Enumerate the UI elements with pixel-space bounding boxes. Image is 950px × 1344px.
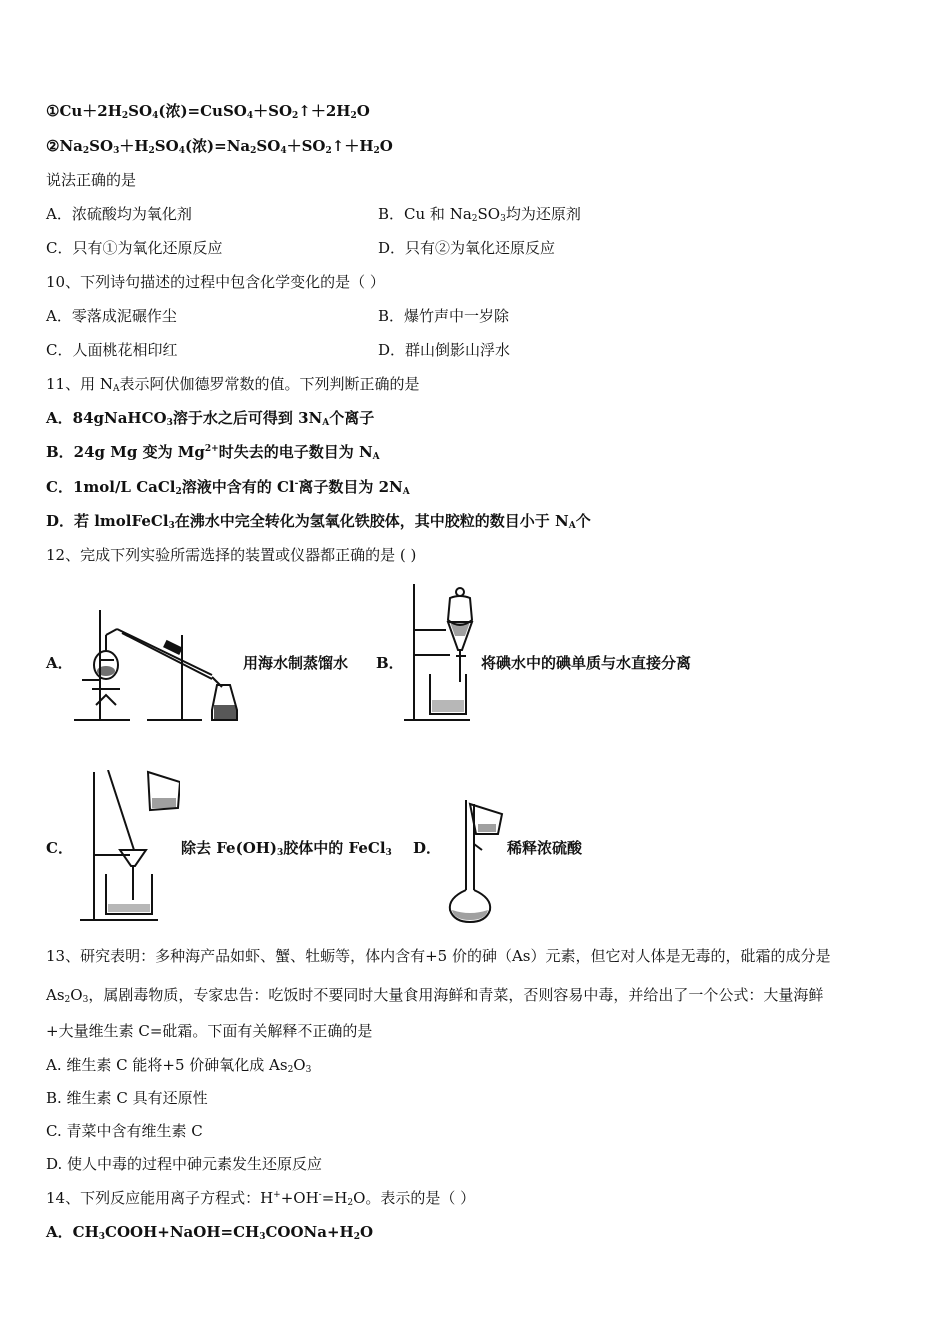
q11-option-c: C．1mol/L CaCl$_2$溶液中含有的 Cl-离子数目为 $2N_A$ <box>46 478 410 497</box>
q11-option-a: A．84gNaHCO$_3$溶于水之后可得到 $3N_A$个离子 <box>46 409 375 428</box>
q13-stem-line-1: 13、研究表明：多种海产品如虾、蟹、牡蛎等，体内含有+5 价的砷（As）元素，但它对人体是无毒的，砒霜的成分是 <box>46 947 831 965</box>
q9-stem: 说法正确的是 <box>46 171 137 189</box>
q10-option-b: B．爆竹声中一岁除 <box>378 307 510 325</box>
q12-b-letter: B． <box>376 654 404 672</box>
reaction-1: $①Cu+2H_2SO_4$(浓)$=CuSO_4+SO_2↑+2H_2O$ <box>46 102 370 121</box>
q11-stem: 11、用 $N_A$表示阿伏伽德罗常数的值。下列判断正确的是 <box>46 375 420 394</box>
q13-option-b: B. 维生素 C 具有还原性 <box>46 1089 208 1107</box>
q12-c-letter: C． <box>46 839 73 857</box>
q13-stem-line-3: +大量维生素 C=砒霜。下面有关解释不正确的是 <box>46 1022 373 1040</box>
q12-a-letter: A． <box>46 654 73 672</box>
filtration-apparatus-figure <box>78 770 180 925</box>
q10-stem: 10、下列诗句描述的过程中包含化学变化的是（ ） <box>46 273 385 291</box>
q11-option-b: B．24g Mg 变为 $Mg^{2+}$时失去的电子数目为 $N_A$ <box>46 443 380 462</box>
reaction-2: $②Na_2SO_3+H_2SO_4$(浓)$=Na_2SO_4+SO_2↑+H_2O$ <box>46 137 393 156</box>
q13-stem-line-2: $As_2O_3$，属剧毒物质，专家忠告：吃饭时不要同时大量食用海鲜和青菜，否则容易中毒，并给出了一个公式：大量海鲜 <box>46 986 824 1005</box>
q12-c-text: 除去 $Fe(OH)_3$胶体中的 FeCl$_3$ <box>181 839 392 858</box>
q9-option-d: D．只有②为氧化还原反应 <box>378 239 556 257</box>
q14-stem: 14、下列反应能用离子方程式：$H^++OH^-=H_2O$。表示的是（ ） <box>46 1189 476 1208</box>
q11-option-d: D．若 lmolFeCl$_3$在沸水中完全转化为氢氧化铁胶体，其中胶粒的数目小于 $N_A$个 <box>46 512 591 531</box>
volumetric-flask-figure <box>440 794 506 926</box>
q12-d-text: 稀释浓硫酸 <box>507 839 583 857</box>
q12-b-text: 将碘水中的碘单质与水直接分离 <box>481 654 692 672</box>
q9-option-c: C．只有①为氧化还原反应 <box>46 239 223 257</box>
q12-stem: 12、完成下列实验所需选择的装置或仪器都正确的是 ( ) <box>46 546 417 564</box>
separatory-funnel-figure <box>402 582 478 724</box>
distillation-apparatus-figure <box>72 605 240 725</box>
q10-option-a: A．零落成泥碾作尘 <box>46 307 177 325</box>
q10-option-c: C．人面桃花相印红 <box>46 341 178 359</box>
q12-d-letter: D． <box>413 839 442 857</box>
q12-a-text: 用海水制蒸馏水 <box>243 654 349 672</box>
q9-option-b: B．Cu 和 $Na_2SO_3$均为还原剂 <box>378 205 581 224</box>
q14-option-a: A．$CH_3COOH+NaOH=CH_3COONa+H_2O$ <box>46 1223 374 1242</box>
q9-option-a: A．浓硫酸均为氧化剂 <box>46 205 192 223</box>
q10-option-d: D．群山倒影山浮水 <box>378 341 511 359</box>
q13-option-d: D. 使人中毒的过程中砷元素发生还原反应 <box>46 1155 323 1173</box>
q13-option-c: C. 青菜中含有维生素 C <box>46 1122 203 1140</box>
q13-option-a: A. 维生素 C 能将+5 价砷氧化成 $As_2O_3$ <box>46 1056 312 1075</box>
